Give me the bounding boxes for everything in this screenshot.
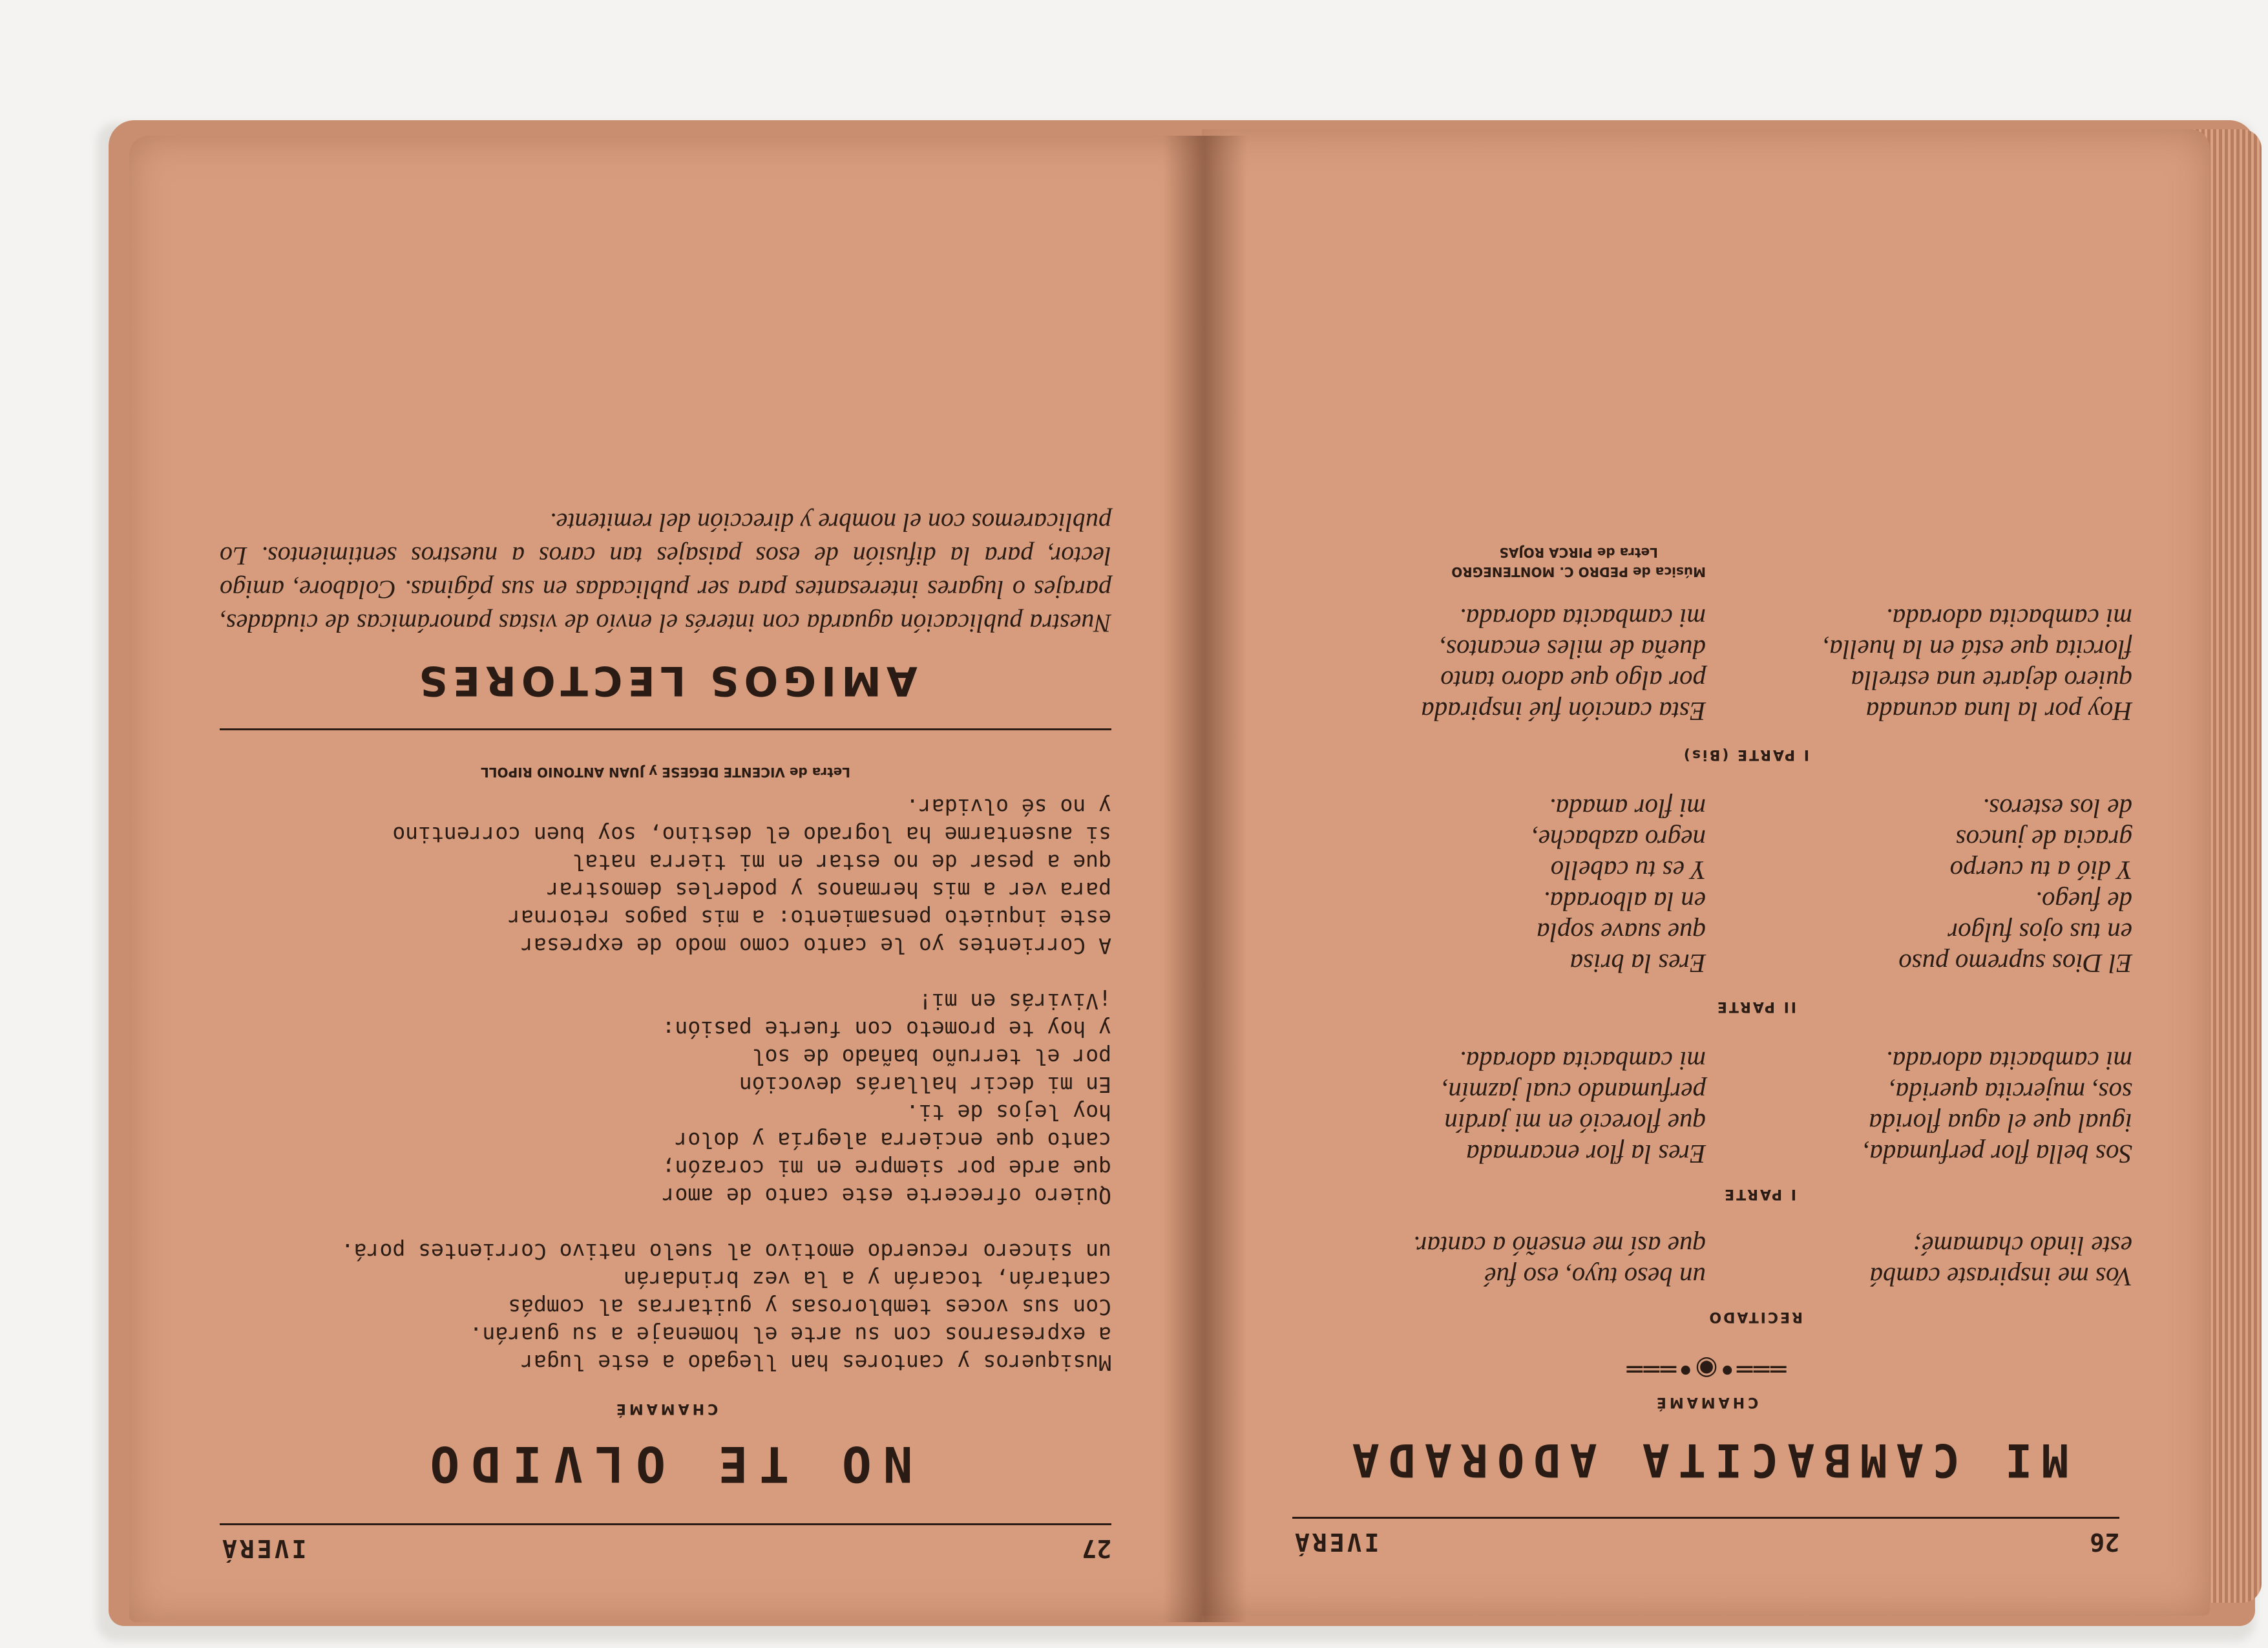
- parte-1-label: I PARTE: [1723, 1186, 1796, 1202]
- song-genre: CHAMAMÉ: [613, 1400, 719, 1417]
- notice-title: AMIGOS LECTORES: [414, 657, 918, 704]
- page-number: 27: [1082, 1534, 1111, 1563]
- magazine-name: IVERÁ: [1292, 1528, 1380, 1556]
- page-number: 26: [2090, 1528, 2119, 1556]
- recitado-verse-1: Vos me inspiraste cambá este lindo chamamé;: [1869, 1231, 2132, 1292]
- running-header: [1292, 1517, 2119, 1564]
- parte-1-bis-verse-2: Esta canción fué inspirada por algo que adoro tanto dueña de miles encantos, mi cambacita adorada.: [1421, 604, 1706, 726]
- magazine-name: IVERÁ: [220, 1534, 307, 1563]
- parte-1-verse-1: Sos bella flor perfumada, igual que el agua florida sos, mujercita querida, mi cambacita adorada.: [1863, 1046, 2132, 1169]
- divider: [220, 728, 1111, 730]
- parte-2-label: II PARTE: [1715, 998, 1796, 1015]
- notice-text: Nuestra publicación aguarda con interés el envío de vistas panorámicas de ciudades, parajes o lugares interesantes para ser publicadas en sus páginas. Colabore, amigo lector, para la difusión de esos paisajes tan caros a nuestros sentimientos. Lo publicaremos con el nombre y dirección del remitente.: [220, 508, 1111, 638]
- song-lyrics: Musiqueros y cantores han llegado a este lugar a expresarnos con su arte el homenaje a su guarán. Con sus voces temblorosas y guitarras al compás cantarán, tocarán y a la vez brindarán un sincero recuerdo emotivo al suelo nativo Corrientes porá. Quiero ofrecerte este canto de amor que arde por siempre en mi corazón; canto que encierra alegría y dolor hoy lejos de ti. En mi decir hallarás devoción por el terruño bañado de sol y hoy te prometo con fuerte pasión: ¡Vivirás en mi! A Corrientes yo le canto como modo de expresar este inquieto pensamiento: a mis pagos retornar para ver a mis hermanos y poderles demostrar que a pesar de no estar en mi tierra natal si ausentarme ha logrado el destino, soy buen correntino y no sé olvidar.: [341, 794, 1111, 1375]
- page-26: [1202, 129, 2210, 1616]
- book-gutter: [1163, 136, 1247, 1622]
- page-27: [129, 136, 1202, 1622]
- song-credits: Música de PEDRO C. MONTENEGRO Letra de PIRCA ROJAS: [1451, 545, 1706, 580]
- song-title: NO TE OLVIDO: [418, 1435, 913, 1493]
- page-27-content: [129, 136, 1202, 1622]
- parte-2-verse-1: El Dios supremo puso en tus ojos fulgor de fuego. Y dió a tu cuerpo gracia de juncos de los esteros.: [1898, 794, 2132, 978]
- song-title: MI CAMBACITA ADORADA: [1343, 1433, 2069, 1486]
- parte-2-verse-2: Eres la brisa que suave sopla en la alborada. Y es tu cabello negro azabache, mi flor amada.: [1531, 794, 1706, 978]
- parte-1-verse-2: Eres la flor encarnada que floreció en mi jardín perfumando cual jazmín, mi cambacita adorada.: [1442, 1046, 1706, 1169]
- song-genre: CHAMAMÉ: [1653, 1394, 1759, 1410]
- page-26-content: [1202, 129, 2210, 1616]
- parte-1-bis-verse-1: Hoy por la luna acunada quiero dejarte una estrella florcita que está en la huella, mi cambacita adorada.: [1822, 604, 2132, 726]
- recitado-label: RECITADO: [1707, 1309, 1803, 1325]
- recitado-verse-2: un beso tuyo, eso fué que así me enseñó a cantar.: [1412, 1231, 1706, 1292]
- ornament-icon: ═══•◉•═══: [1625, 1354, 1787, 1384]
- running-header: [220, 1523, 1111, 1570]
- parte-1-bis-label: I PARTE (Bis): [1681, 746, 1809, 763]
- song-credits: Letra de VICENTE DEGESE y JUAN ANTONIO RIPOLL: [481, 765, 850, 780]
